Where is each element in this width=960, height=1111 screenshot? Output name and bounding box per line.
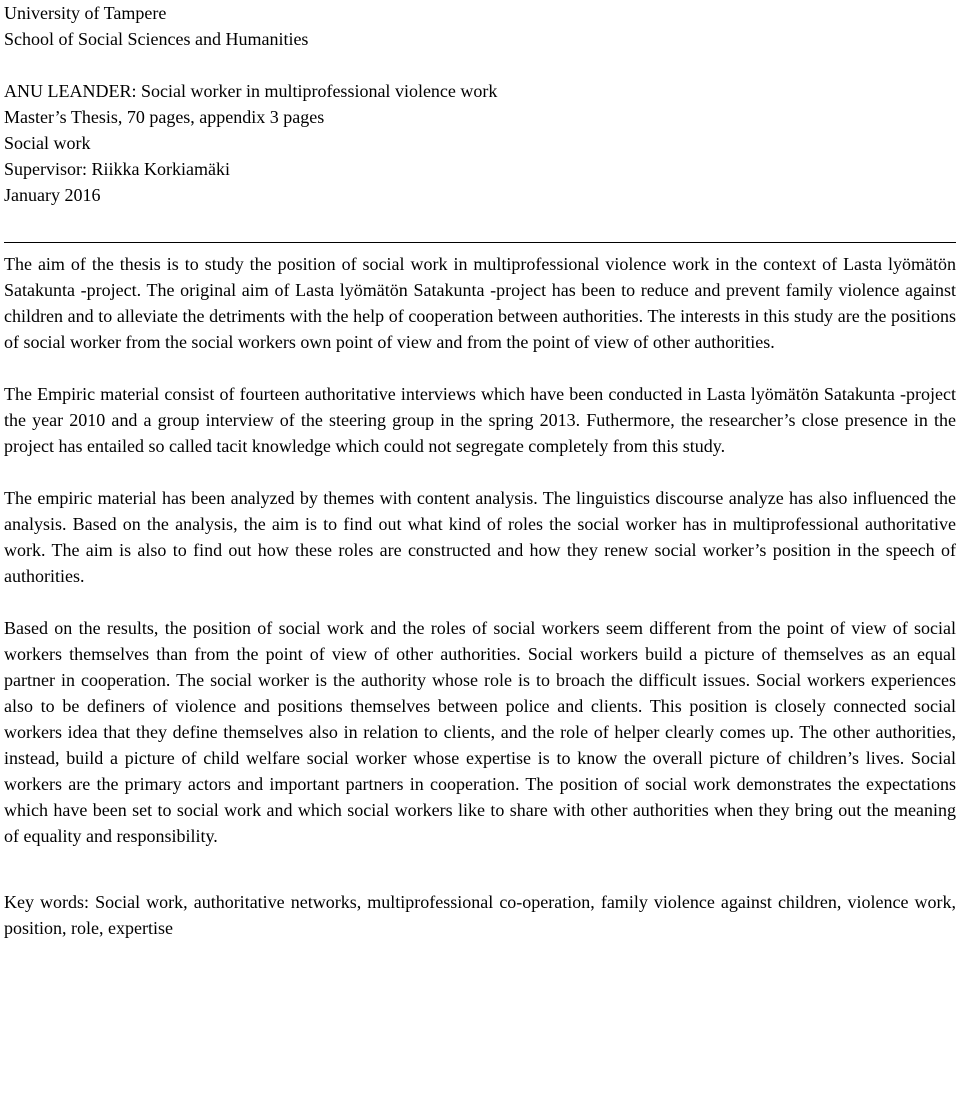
abstract-paragraph: Based on the results, the position of social work and the roles of social workers seem different from the point of view of social workers themselves than from the point of view of other authorities. Social workers build a picture of themselves as an equal partner in cooperation. The social worker is the authority whose role is to broach the difficult issues. Social workers experiences also to be definers of violence and positions themselves between police and clients. This position is closely connected social workers idea that they define themselves also in relation to clients, and the role of helper clearly comes up. The other authorities, instead, build a picture of child welfare social worker whose expertise is to know the overall picture of children’s lives. Social workers are the primary actors and important partners in cooperation. The position of social work demonstrates the expectations which have been set to social work and which social workers like to share with other authorities when they bring out the meaning of equality and responsibility.: [4, 618, 956, 846]
abstract-paragraph: The empiric material has been analyzed by themes with content analysis. The linguistics discourse analyze has also influenced the analysis. Based on the analysis, the aim is to find out what kind of roles the social worker has in multiprofessional authoritative work. The aim is also to find out how these roles are constructed and how they renew social worker’s position in the speech of authorities.: [4, 488, 956, 586]
paragraph-spacer: [4, 459, 956, 485]
paragraph-spacer: [4, 355, 956, 381]
header-spacer: [4, 52, 956, 78]
date: January 2016: [4, 185, 101, 205]
university-name: University of Tampere: [4, 3, 167, 23]
paragraph-spacer: [4, 849, 956, 889]
header-block: [4, 0, 956, 208]
subject: Social work: [4, 133, 91, 153]
document-page: [4, 0, 956, 941]
keywords: Key words: Social work, authoritative networks, multiprofessional co-operation, family violence against children, violence work, position, role, expertise: [4, 892, 956, 938]
thesis-info: Master’s Thesis, 70 pages, appendix 3 pages: [4, 107, 325, 127]
abstract-paragraph: The aim of the thesis is to study the position of social work in multiprofessional violence work in the context of Lasta lyömätön Satakunta -project. The original aim of Lasta lyömätön Satakunta -project has been to reduce and prevent family violence against children and to alleviate the detriments with the help of cooperation between authorities. The interests in this study are the positions of social worker from the social workers own point of view and from the point of view of other authorities.: [4, 254, 956, 352]
author-and-title: ANU LEANDER: Social worker in multiprofessional violence work: [4, 81, 498, 101]
school-name: School of Social Sciences and Humanities: [4, 29, 309, 49]
supervisor: Supervisor: Riikka Korkiamäki: [4, 159, 230, 179]
abstract-body: [4, 251, 956, 941]
paragraph-spacer: [4, 589, 956, 615]
divider-rule: [4, 242, 956, 243]
abstract-paragraph: The Empiric material consist of fourteen authoritative interviews which have been conducted in Lasta lyömätön Satakunta -project the year 2010 and a group interview of the steering group in the spring 2013. Futhermore, the researcher’s close presence in the project has entailed so called tacit knowledge which could not segregate completely from this study.: [4, 384, 956, 456]
